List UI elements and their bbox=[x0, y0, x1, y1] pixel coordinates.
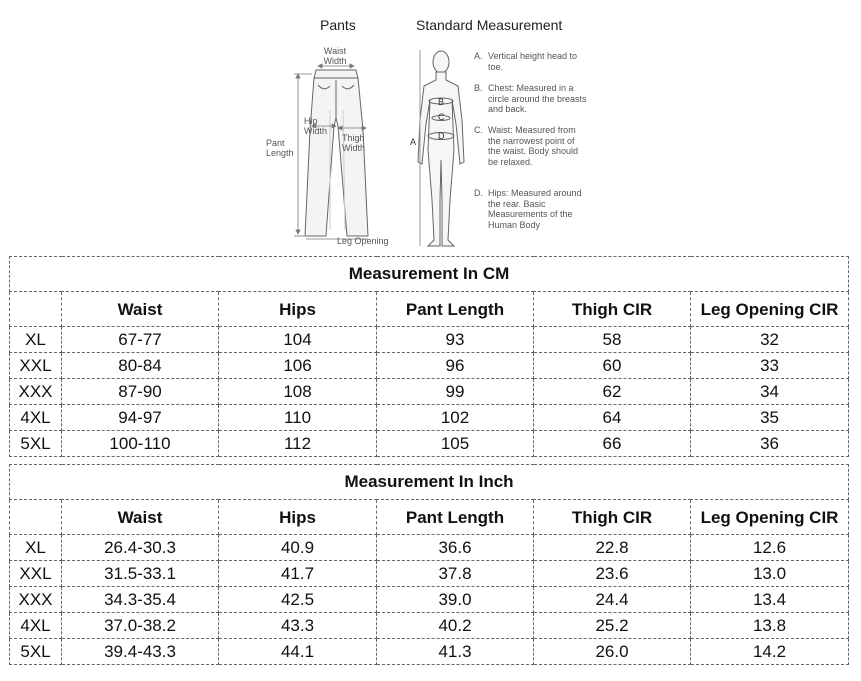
body-figure-icon bbox=[418, 50, 464, 246]
column-header: Leg Opening CIR bbox=[691, 500, 849, 535]
column-header: Hips bbox=[219, 292, 377, 327]
leg-opening-label: Leg Opening bbox=[337, 236, 389, 246]
size-cell: XXX bbox=[10, 587, 62, 613]
table-row bbox=[10, 379, 849, 405]
table-cell: 42.5 bbox=[219, 587, 377, 613]
legend-item-b: B. Chest: Measured in a circle around the breasts and back. bbox=[474, 83, 587, 114]
table-cell: 13.0 bbox=[691, 561, 849, 587]
size-cell: 4XL bbox=[10, 405, 62, 431]
table-cell: 60 bbox=[534, 353, 691, 379]
diagram-drawing bbox=[0, 0, 861, 255]
pants-title: Pants bbox=[320, 17, 356, 33]
table-cell: 108 bbox=[219, 379, 377, 405]
table-cell: 94-97 bbox=[62, 405, 219, 431]
size-cell: 4XL bbox=[10, 613, 62, 639]
table-cell: 31.5-33.1 bbox=[62, 561, 219, 587]
column-header: Thigh CIR bbox=[534, 292, 691, 327]
table-cell: 36.6 bbox=[377, 535, 534, 561]
table-cell: 44.1 bbox=[219, 639, 377, 665]
column-header: Pant Length bbox=[377, 500, 534, 535]
table-cell: 39.4-43.3 bbox=[62, 639, 219, 665]
size-cell: XXX bbox=[10, 379, 62, 405]
size-cell: XXL bbox=[10, 561, 62, 587]
table-cell: 34 bbox=[691, 379, 849, 405]
table-cell: 43.3 bbox=[219, 613, 377, 639]
pant-length-label: Pant Length bbox=[266, 138, 294, 158]
legend-item-c: C. Waist: Measured from the narrowest point of the waist. Body should be relaxed. bbox=[474, 125, 579, 167]
table-cell: 24.4 bbox=[534, 587, 691, 613]
table-cell: 13.8 bbox=[691, 613, 849, 639]
inch-size-table bbox=[9, 464, 849, 665]
column-header: Leg Opening CIR bbox=[691, 292, 849, 327]
table-cell: 100-110 bbox=[62, 431, 219, 457]
table-cell: 66 bbox=[534, 431, 691, 457]
column-header bbox=[10, 292, 62, 327]
table-cell: 58 bbox=[534, 327, 691, 353]
table-cell: 106 bbox=[219, 353, 377, 379]
table-cell: 62 bbox=[534, 379, 691, 405]
table-cell: 32 bbox=[691, 327, 849, 353]
table-cell: 99 bbox=[377, 379, 534, 405]
table-cell: 67-77 bbox=[62, 327, 219, 353]
table-cell: 41.3 bbox=[377, 639, 534, 665]
table-cell: 23.6 bbox=[534, 561, 691, 587]
legend-item-a: A. Vertical height head to toe. bbox=[474, 51, 578, 72]
table-cell: 80-84 bbox=[62, 353, 219, 379]
table-header-row bbox=[10, 292, 849, 327]
table-caption-row bbox=[10, 465, 849, 500]
cm-size-table bbox=[9, 256, 849, 457]
table-caption-row bbox=[10, 257, 849, 292]
table-cell: 102 bbox=[377, 405, 534, 431]
body-letter-d: D bbox=[438, 131, 445, 141]
table-cell: 34.3-35.4 bbox=[62, 587, 219, 613]
table-cell: 26.0 bbox=[534, 639, 691, 665]
pants-icon bbox=[305, 70, 368, 236]
table-cell: 40.9 bbox=[219, 535, 377, 561]
table-cell: 96 bbox=[377, 353, 534, 379]
table-cell: 87-90 bbox=[62, 379, 219, 405]
table-cell: 37.0-38.2 bbox=[62, 613, 219, 639]
table-row bbox=[10, 587, 849, 613]
table-cell: 41.7 bbox=[219, 561, 377, 587]
table-cell: 25.2 bbox=[534, 613, 691, 639]
table-cell: 14.2 bbox=[691, 639, 849, 665]
column-header: Pant Length bbox=[377, 292, 534, 327]
table-title: Measurement In CM bbox=[10, 257, 849, 292]
size-cell: XXL bbox=[10, 353, 62, 379]
table-row bbox=[10, 327, 849, 353]
table-row bbox=[10, 561, 849, 587]
table-cell: 35 bbox=[691, 405, 849, 431]
table-cell: 36 bbox=[691, 431, 849, 457]
table-row bbox=[10, 431, 849, 457]
table-cell: 93 bbox=[377, 327, 534, 353]
table-row bbox=[10, 639, 849, 665]
table-cell: 64 bbox=[534, 405, 691, 431]
table-title: Measurement In Inch bbox=[10, 465, 849, 500]
column-header: Thigh CIR bbox=[534, 500, 691, 535]
body-letter-b: B bbox=[438, 97, 445, 107]
column-header: Hips bbox=[219, 500, 377, 535]
hip-width-label: Hip Width bbox=[304, 116, 328, 136]
table-cell: 37.8 bbox=[377, 561, 534, 587]
table-row bbox=[10, 353, 849, 379]
body-letter-a: A bbox=[410, 137, 417, 147]
legend-item-d: D. Hips: Measured around the rear. Basic Measurements of the Human Body bbox=[474, 188, 582, 230]
table-cell: 12.6 bbox=[691, 535, 849, 561]
thigh-width-label: Thigh Width bbox=[342, 133, 366, 153]
table-cell: 110 bbox=[219, 405, 377, 431]
waist-width-label: Waist Width bbox=[323, 46, 347, 66]
table-row bbox=[10, 405, 849, 431]
size-cell: 5XL bbox=[10, 431, 62, 457]
column-header bbox=[10, 500, 62, 535]
table-cell: 26.4-30.3 bbox=[62, 535, 219, 561]
table-cell: 22.8 bbox=[534, 535, 691, 561]
table-cell: 104 bbox=[219, 327, 377, 353]
standard-measurement-title: Standard Measurement bbox=[416, 17, 563, 33]
table-cell: 40.2 bbox=[377, 613, 534, 639]
table-row bbox=[10, 613, 849, 639]
measurement-diagram bbox=[0, 0, 861, 255]
table-cell: 112 bbox=[219, 431, 377, 457]
table-cell: 13.4 bbox=[691, 587, 849, 613]
table-cell: 39.0 bbox=[377, 587, 534, 613]
table-row bbox=[10, 535, 849, 561]
size-cell: XL bbox=[10, 535, 62, 561]
table-cell: 105 bbox=[377, 431, 534, 457]
size-cell: XL bbox=[10, 327, 62, 353]
column-header: Waist bbox=[62, 500, 219, 535]
size-cell: 5XL bbox=[10, 639, 62, 665]
body-letter-c: C bbox=[438, 112, 445, 122]
column-header: Waist bbox=[62, 292, 219, 327]
table-header-row bbox=[10, 500, 849, 535]
table-cell: 33 bbox=[691, 353, 849, 379]
